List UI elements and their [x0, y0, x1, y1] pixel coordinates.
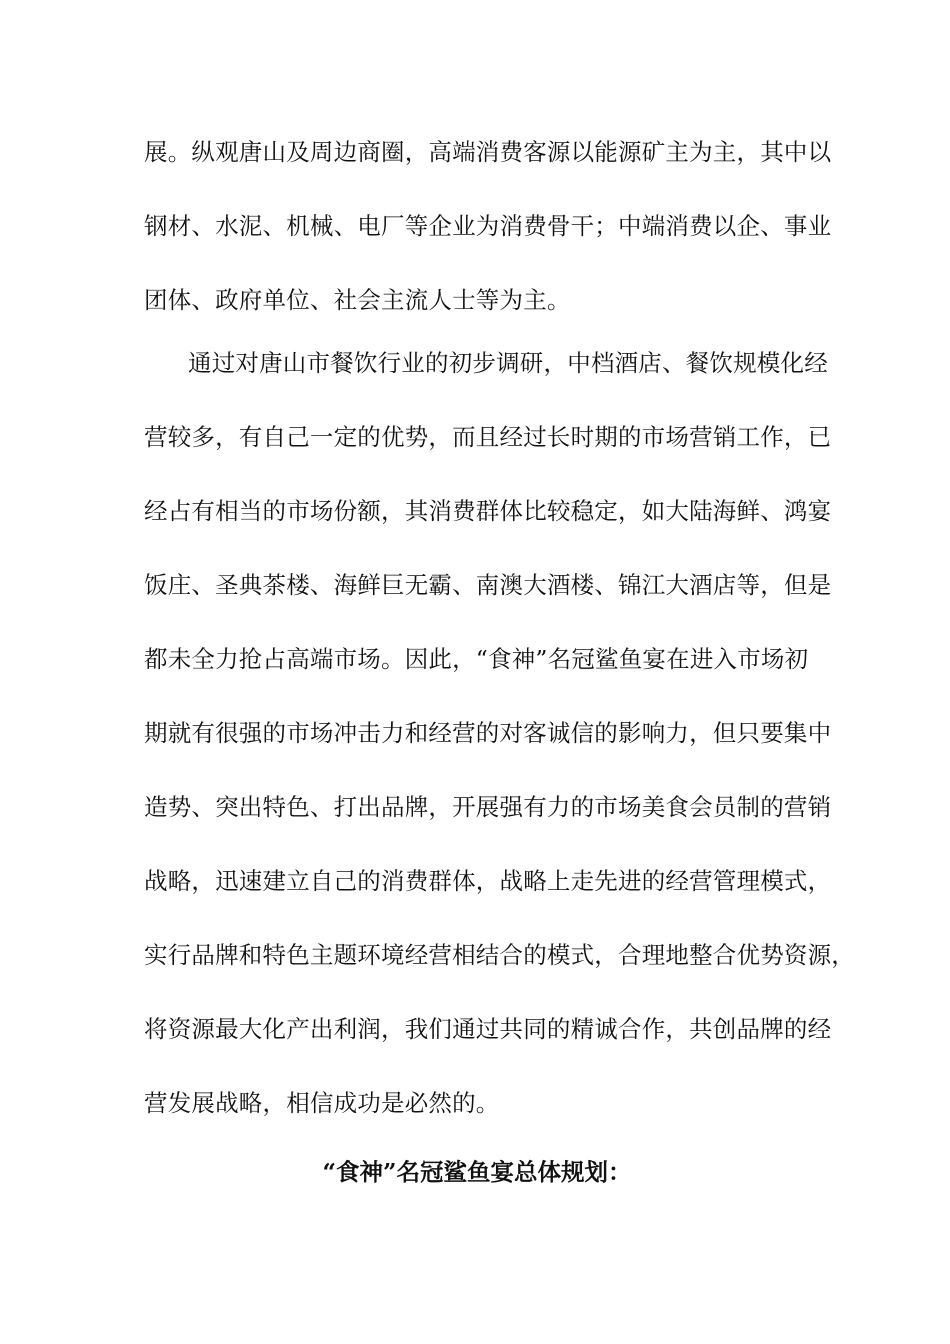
- paragraph-2-line-3: 经占有相当的市场份额，其消费群体比较稳定，如大陆海鲜、鸿宴: [144, 497, 832, 525]
- paragraph-2-line-9: 实行品牌和特色主题环境经营相结合的模式，合理地整合优势资源，: [144, 941, 855, 969]
- paragraph-2-line-2: 营较多，有自己一定的优势，而且经过长时期的市场营销工作，已: [144, 423, 832, 451]
- paragraph-2-line-10: 将资源最大化产出利润，我们通过共同的精诚合作，共创品牌的经: [144, 1015, 832, 1043]
- paragraph-1-line-1: 展。纵观唐山及周边商圈，高端消费客源以能源矿主为主，其中以: [144, 138, 832, 166]
- paragraph-2-line-11: 营发展战略，相信成功是必然的。: [144, 1089, 500, 1117]
- paragraph-2-line-4: 饭庄、圣典茶楼、海鲜巨无霸、南澳大酒楼、锦江大酒店等，但是: [144, 571, 832, 599]
- paragraph-2-line-7: 造势、突出特色、打出品牌，开展强有力的市场美食会员制的营销: [144, 793, 832, 821]
- section-heading: “食神”名冠鲨鱼宴总体规划：: [322, 1158, 632, 1186]
- paragraph-2-line-8: 战略，迅速建立自己的消费群体，战略上走先进的经营管理模式，: [144, 867, 832, 895]
- paragraph-1-line-2: 钢材、水泥、机械、电厂等企业为消费骨干；中端消费以企、事业: [144, 212, 832, 240]
- paragraph-2-line-1: 通过对唐山市餐饮行业的初步调研，中档酒店、餐饮规模化经: [188, 349, 828, 377]
- paragraph-2-line-6: 期就有很强的市场冲击力和经营的对客诚信的影响力，但只要集中: [144, 719, 832, 747]
- paragraph-2-line-5: 都未全力抢占高端市场。因此，“食神”名冠鲨鱼宴在进入市场初: [144, 645, 809, 673]
- paragraph-1-line-3: 团体、政府单位、社会主流人士等为主。: [144, 286, 571, 314]
